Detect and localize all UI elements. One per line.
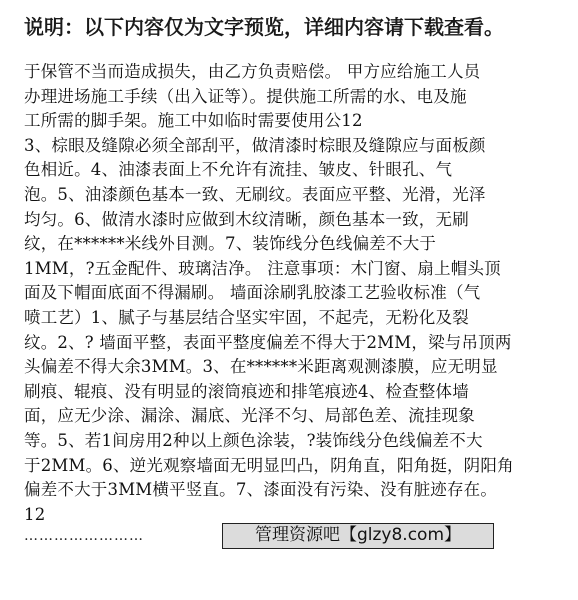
text-line: 偏差不大于3MM横平竖直。7、漆面没有污染、没有脏迹存在。 [24,480,498,500]
text-line: 12 [24,504,46,524]
text-line: 工所需的脚手架。施工中如临时需要使用公12 [24,111,363,131]
text-line: 于2MM。6、逆光观察墙面无明显凹凸，阴角直，阳角挺，阴阳角 [24,455,514,475]
ellipsis-dots: …………………… [24,528,144,544]
source-link-button[interactable]: 管理资源吧【glzy8.com】 [222,523,494,549]
document-body [24,60,554,527]
text-line: 办理进场施工手续（出入证等）。提供施工所需的水、电及施 [24,86,467,106]
text-line: 头偏差不得大余3MM。3、在******米距离观测漆膜，应无明显 [24,357,498,377]
preview-notice-heading: 说明：以下内容仅为文字预览，详细内容请下载查看。 [24,15,504,39]
text-line: 均匀。6、做清水漆时应做到木纹清晰，颜色基本一致，无刷 [24,209,469,229]
text-line: 刷痕、辊痕、没有明显的滚筒痕迹和排笔痕迹4、检查整体墙 [24,381,469,401]
text-line: 面及下帽面底面不得漏刷。 墙面涂刷乳胶漆工艺验收标准（气 [24,283,481,303]
text-line: 喷工艺）1、腻子与基层结合坚实牢固，不起壳，无粉化及裂 [24,307,469,327]
text-line: 纹，在******米线外目测。7、装饰线分色线偏差不大于 [24,234,437,254]
text-line: 纹。2、? 墙面平整，表面平整度偏差不得大于2MM，梁与吊顶两 [24,332,512,352]
text-line: 于保管不当而造成损失，由乙方负责赔偿。 甲方应给施工人员 [24,62,481,81]
text-line: 泡。5、油漆颜色基本一致、无刷纹。表面应平整、光滑，光泽 [24,184,486,204]
text-line: 1MM，?五金配件、玻璃洁净。 注意事项：木门窗、扇上帽头顶 [24,258,501,278]
text-line: 面，应无少涂、漏涂、漏底、光泽不匀、局部色差、流挂现象 [24,406,475,426]
text-line: 等。5、若1间房用2种以上颜色涂装，?装饰线分色线偏差不大 [24,430,483,450]
text-line: 色相近。4、油漆表面上不允许有流挂、皱皮、针眼孔、气 [24,160,453,180]
text-line: 3、棕眼及缝隙必须全部刮平，做清漆时棕眼及缝隙应与面板颜 [24,135,486,155]
